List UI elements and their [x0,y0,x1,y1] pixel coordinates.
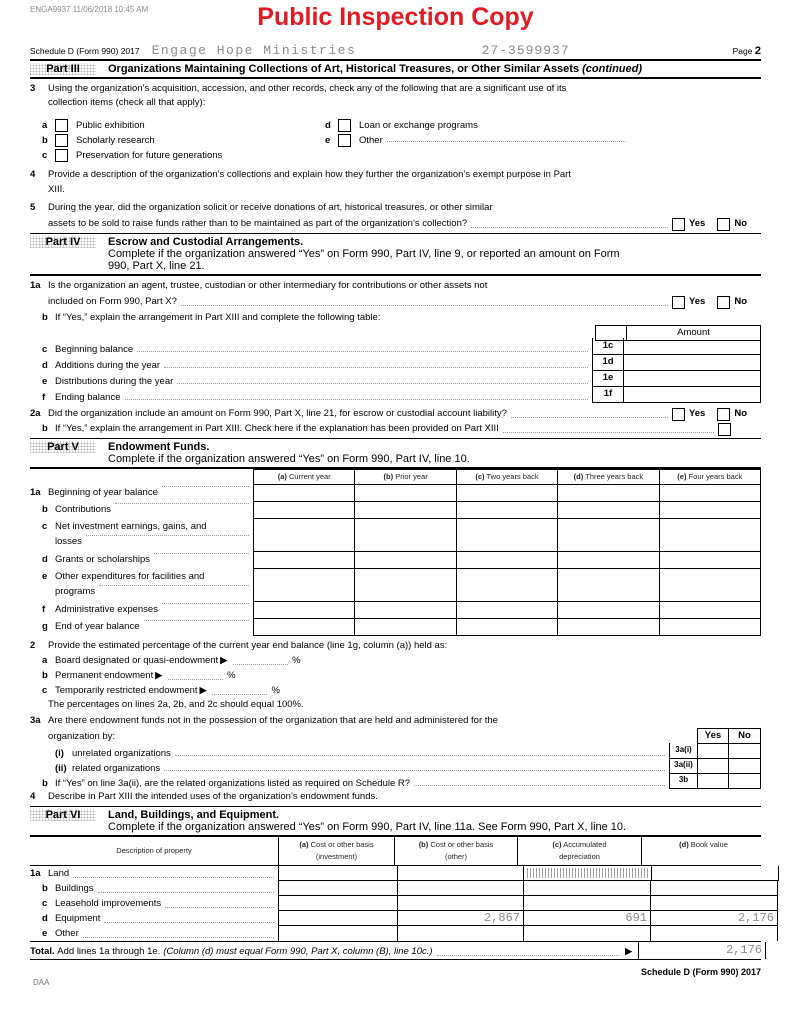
line3-text: Using the organization’s acquisition, accession, and other records, check any of the following that are a significant use of its [48,83,567,94]
part-vi-section [30,808,774,962]
dotted-leader [177,382,588,384]
dotted-leader [144,619,249,621]
cell-a [278,881,398,896]
line1b-letter: b [42,312,48,323]
line2a-text: Board designated or quasi-endowment [55,655,219,666]
dotted-leader [165,906,274,908]
pointer-icon: ▶ [199,685,207,695]
line4-text: Provide a description of the organization’s collections and explain how they further the organization’s exempt purpose in Part [48,169,571,180]
percent-sign: % [292,655,301,666]
roman-i-label: (i) [55,748,64,759]
cell-b [398,896,524,911]
col-current-year: (a) Current year [253,469,355,485]
no-label: No [734,408,747,419]
endowment-cell [253,619,355,636]
col-book-value: (d) Book value [679,840,728,849]
line2b-letter: b [42,670,48,681]
part-iv-body [30,279,761,439]
cell-d [651,881,778,896]
item-a-label: Public exhibition [76,120,145,131]
endowment-cell [457,602,558,619]
amount-cell [624,354,761,371]
line2a-number: 2a [30,408,41,419]
line3b-text: If “Yes” on line 3a(ii), are the related organizations listed as required on Schedule R? [55,778,411,789]
part-v-body [30,469,761,807]
endowment-cell [253,602,355,619]
dotted-leader [212,693,267,695]
line1a-text2: included on Form 990, Part X? [48,296,177,307]
row-3a-i-text: unrelated organizations [72,748,171,759]
line3a-text: Are there endowment funds not in the possession of the organization that are held and administered for the [48,715,498,726]
dotted-leader [414,784,665,786]
endowment-cell [355,485,456,502]
no-cell [728,758,761,774]
amount-column-header: Amount [627,325,761,341]
endowment-cell [457,619,558,636]
part-iii-body [30,82,761,234]
page-word: Page [732,46,753,56]
dotted-leader [137,350,588,352]
row-3a-ii-text: related organizations [72,763,161,774]
line4-number: 4 [30,791,36,802]
yes-checkbox [672,296,685,309]
line3a-text2: organization by: [48,731,116,742]
endowment-cell [355,552,456,569]
line1a-text: Is the organization an agent, trustee, custodian or other intermediary for contributions or other assets not [48,280,488,291]
part-v-subtitle: Complete if the organization answered “Yes” on Form 990, Part IV, line 10. [108,453,470,465]
line2c-text: Temporarily restricted endowment [55,685,198,696]
yes-column-header: Yes [697,728,728,744]
yes-checkbox [672,408,685,421]
col-two-years-back: (c) Two years back [457,469,558,485]
col-three-years-back: (d) Three years back [558,469,659,485]
row-label: Beginning balance [55,344,134,355]
checkbox-loan-exchange [338,119,351,132]
yes-label: Yes [688,296,706,307]
property-table-header [30,837,761,866]
pointer-icon: ▶ [220,655,228,665]
hatched-cell [524,866,652,881]
pointer-icon: ▶ [155,670,163,680]
dotted-leader [181,304,668,306]
endowment-row-1c: c Net investment earnings, gains, and losses [30,519,761,552]
no-cell [728,743,761,759]
dotted-leader [164,769,665,771]
total-label: Total. [30,946,55,957]
part-iii-header [30,62,761,79]
property-row-land: 1a Land [30,866,761,881]
part-v-label: Part V [30,441,96,453]
explanation-provided-checkbox [718,423,731,436]
part-iv-header [30,235,761,276]
endowment-cell [253,502,355,519]
checkbox-preservation [55,149,68,162]
percent-sign: % [271,685,280,696]
item-c-label: Preservation for future generations [76,150,223,161]
checkbox-row-c [30,148,761,163]
line2c-letter: c [42,685,48,696]
cell-b: 2,867 [398,911,524,926]
line3b-letter: b [42,778,48,789]
page-number: 2 [754,45,761,57]
property-row-buildings: b Buildings [30,881,761,896]
cell-b [398,866,524,881]
row-label: Additions during the year [55,360,161,371]
amount-row-1d [30,355,761,371]
row-tag: 1c [592,338,624,355]
cell-c: 691 [524,911,651,926]
amount-cell [624,370,761,387]
line3-text2: collection items (check all that apply): [48,97,206,108]
endowment-cell [355,619,456,636]
dotted-leader [162,602,249,604]
yes-cell [697,743,728,759]
cell-b [398,926,524,941]
checkbox-row-be [30,133,761,148]
endowment-cell [457,519,558,552]
line2a-text: Did the organization include an amount on Form 990, Part X, line 21, for escrow or custodial account liability? [48,408,507,419]
endowment-header-row [30,469,761,485]
row-tag: 1e [592,370,624,387]
part-iii-title: Organizations Maintaining Collections of Art, Historical Treasures, or Other Similar Assets (continued) [108,63,643,75]
endowment-cell [457,569,558,602]
no-column-header: No [728,728,761,744]
cell-b [398,881,524,896]
part-v-title: Endowment Funds. [108,441,210,453]
cell-d [651,926,778,941]
no-label: No [734,296,747,307]
form-content [30,43,774,977]
part-iv-section [30,235,761,439]
row-tag: 3a(ii) [669,758,697,774]
line5-text: During the year, did the organization solicit or receive donations of art, historical treasures, or other similar [48,202,493,213]
line2-number: 2 [30,640,36,651]
endowment-cell [660,502,761,519]
dotted-leader [233,663,288,665]
item-b-label: Scholarly research [76,135,155,146]
no-label: No [734,218,747,229]
endowment-cell [355,502,456,519]
endowment-cell [558,519,659,552]
pointer-icon: ▶ [625,946,632,956]
endowment-cell [457,485,558,502]
item-e-letter: e [325,135,331,146]
endowment-row-1d: d Grants or scholarships [30,552,761,569]
continued-note: (continued) [582,63,643,75]
endowment-cell [253,485,355,502]
endowment-row-1a: 1a Beginning of year balance [30,485,761,502]
percent-sign: % [227,670,236,681]
line4-text: Describe in Part XIII the intended uses of the organization’s endowment funds. [48,791,378,802]
cell-a [278,896,398,911]
dotted-leader [471,226,668,228]
yes-label: Yes [688,408,706,419]
dotted-leader [99,584,249,586]
property-row-equipment: d Equipment 2,867 691 2,176 [30,911,761,926]
col-description: Description of property [30,837,279,865]
col-cost-other: (b) Cost or other basis (other) [395,837,518,865]
line3a-number: 3a [30,715,41,726]
endowment-cell [558,552,659,569]
col-accumulated-depreciation: (c) Accumulated depreciation [518,837,642,865]
row-3a-i [30,744,761,759]
no-checkbox [717,296,730,309]
endowment-row-1f: f Administrative expenses [30,602,761,619]
part-vi-label: Part VI [30,809,96,821]
item-a-letter: a [42,120,48,131]
endowment-cell [558,502,659,519]
dotted-leader [154,552,249,554]
line1a-number: 1a [30,280,41,291]
item-e-label: Other [359,135,383,146]
row-letter: d [42,360,48,371]
endowment-cell [660,619,761,636]
item-d-label: Loan or exchange programs [359,120,478,131]
line2b-text: Permanent endowment [55,670,154,681]
endowment-cell [558,602,659,619]
cell-c [524,926,651,941]
dotted-leader [73,876,274,878]
amount-table-header [30,325,761,339]
ein-number: 27-3599937 [481,43,570,58]
item-b-letter: b [42,135,48,146]
part-iv-title: Escrow and Custodial Arrangements. [108,236,304,248]
amount-row-1f [30,387,761,403]
row-tag: 3a(i) [669,743,697,759]
part-vi-header [30,808,761,837]
yes-cell [697,773,728,789]
amount-cell [624,338,761,355]
part-iv-subtitle1: Complete if the organization answered “Yes” on Form 990, Part IV, line 9, or reported an amount on Form [108,248,620,260]
col-prior-year: (b) Prior year [355,469,456,485]
yes-cell [697,758,728,774]
endowment-cell [253,569,355,602]
yes-no-mini-header [30,728,761,744]
cell-d [652,866,779,881]
total-italic-note: (Column (d) must equal Form 990, Part X, column (B), line 10c.) [163,946,433,957]
endowment-cell [355,569,456,602]
row-letter: e [42,376,48,387]
part-iii-label: Part III [30,63,96,75]
line4-text2: XIII. [48,184,65,195]
checkbox-public-exhibition [55,119,68,132]
dotted-leader [98,891,274,893]
schedule-label: Schedule D (Form 990) 2017 [30,46,140,56]
endowment-cell [558,569,659,602]
dotted-leader [104,921,274,923]
cell-c [524,896,651,911]
watermark-title: Public Inspection Copy [257,3,534,31]
checkbox-row-ad [30,118,761,133]
part-iv-label: Part IV [30,236,96,248]
dotted-leader [86,534,249,536]
endowment-cell [355,519,456,552]
row-tag: 1d [592,354,624,371]
cell-d [651,896,778,911]
form-footer: Schedule D (Form 990) 2017 [640,967,761,977]
row-label: Distributions during the year [55,376,174,387]
preparer-code: DAA [33,978,50,987]
dotted-leader [511,416,668,418]
dotted-leader [162,485,249,487]
dotted-leader [503,431,714,433]
part-vi-subtitle: Complete if the organization answered “Yes” on Form 990, Part IV, line 11a. See Form 990, Part X, line 10. [108,821,627,833]
line2b-text: If “Yes,” explain the arrangement in Part XIII. Check here if the explanation has been provided on Part XIII [55,423,499,434]
dotted-leader [387,140,626,142]
line2-text: Provide the estimated percentage of the current year end balance (line 1g, column (a)) held as: [48,640,448,651]
endowment-table [30,469,761,636]
no-checkbox [717,408,730,421]
endowment-cell [355,602,456,619]
row-tag: 1f [592,386,624,403]
part-vi-title: Land, Buildings, and Equipment. [108,809,280,821]
cell-a [278,911,398,926]
part-iii-section [30,62,761,234]
endowment-cell [457,502,558,519]
endowment-row-1e: e Other expenditures for facilities and programs [30,569,761,602]
total-text: Add lines 1a through 1e. [57,946,161,957]
line5-text2: assets to be sold to raise funds rather than to be maintained as part of the organization’s collection? [48,218,468,229]
row-3a-ii [30,759,761,774]
endowment-cell [558,619,659,636]
checkbox-scholarly-research [55,134,68,147]
endowment-cell [660,569,761,602]
endowment-cell [660,552,761,569]
percentage-note: The percentages on lines 2a, 2b, and 2c should equal 100%. [48,699,304,710]
col-four-years-back: (e) Four years back [660,469,761,485]
endowment-cell [558,485,659,502]
line1b-text: If “Yes,” explain the arrangement in Part XIII and complete the following table: [55,312,381,323]
part-v-header [30,440,761,469]
line2a-letter: a [42,655,48,666]
endowment-cell [660,485,761,502]
dotted-leader [168,678,223,680]
endowment-row-1g: g End of year balance [30,619,761,636]
item-d-letter: d [325,120,331,131]
cell-a [278,866,398,881]
checkbox-other [338,134,351,147]
yes-checkbox [672,218,685,231]
dotted-leader [125,398,589,400]
total-book-value: 2,176 [638,942,766,959]
amount-row-1c [30,339,761,355]
dotted-leader [83,936,274,938]
endowment-cell [457,552,558,569]
roman-ii-label: (ii) [55,763,67,774]
file-stamp: ENGA9937 11/06/2018 10:45 AM [30,5,149,14]
line1a-yes-no [672,295,747,309]
endowment-cell [253,552,355,569]
no-cell [728,773,761,789]
line2b-letter: b [42,423,48,434]
dotted-leader [164,366,588,368]
endowment-cell [253,519,355,552]
dotted-leader [437,954,620,956]
line5-number: 5 [30,202,36,213]
part-vi-body [30,837,774,962]
endowment-row-1b: b Contributions [30,502,761,519]
part-iv-subtitle2: 990, Part X, line 21. [108,260,205,272]
schedule-header [30,43,761,61]
item-c-letter: c [42,150,48,161]
amount-row-1e [30,371,761,387]
yes-label: Yes [688,218,706,229]
cell-a [278,926,398,941]
cell-c [524,881,651,896]
no-checkbox [717,218,730,231]
row-3b [30,774,761,789]
line3-number: 3 [30,83,36,94]
line4-number: 4 [30,169,36,180]
dotted-leader [115,502,249,504]
row-tag: 3b [669,773,697,789]
page-indicator [733,45,761,57]
organization-name: Engage Hope Ministries [151,43,357,58]
cell-d: 2,176 [651,911,778,926]
line5-yes-no [672,217,747,231]
amount-cell [624,386,761,403]
dotted-leader [175,754,665,756]
row-letter: f [42,392,46,403]
col-cost-investment: (a) Cost or other basis (investment) [279,837,395,865]
property-row-other: e Other [30,926,761,941]
part-v-section [30,440,761,807]
line2a-yes-no [672,407,747,421]
property-row-leasehold: c Leasehold improvements [30,896,761,911]
property-total-row [30,941,761,960]
endowment-cell [660,519,761,552]
endowment-cell [660,602,761,619]
row-letter: c [42,344,48,355]
row-label: Ending balance [55,392,121,403]
